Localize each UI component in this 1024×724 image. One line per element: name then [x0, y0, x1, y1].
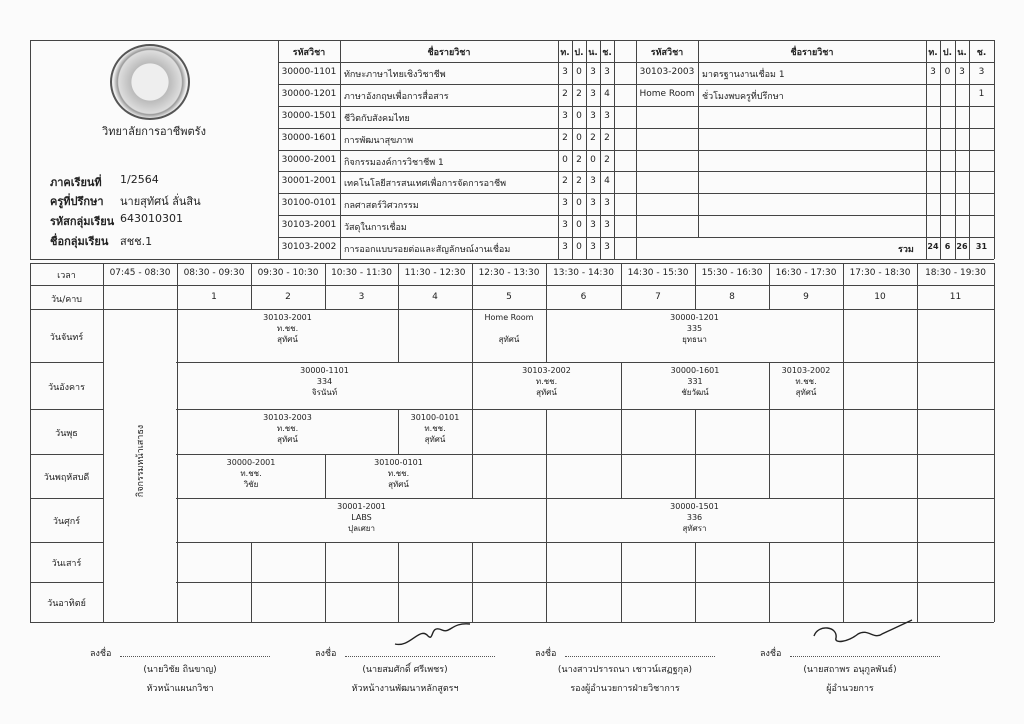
subject-col-line: [614, 40, 615, 259]
signature-scribble-2: [390, 618, 480, 652]
period-label: วัน/คาบ: [50, 295, 83, 305]
advisor-label: ครูที่ปรึกษา: [50, 195, 104, 208]
course-code: 30000-1601: [670, 366, 720, 375]
timetable-row-line: [30, 285, 994, 286]
signature-line: [565, 656, 715, 657]
room: 334: [316, 377, 333, 386]
total-p: 6: [944, 242, 951, 251]
subject-name: ภาษาอังกฤษเพื่อการสื่อสาร: [344, 92, 449, 102]
signer-name: (นางสาวปรารถนา เชาวน์เสฏฐกุล): [557, 665, 693, 675]
subject-code: 30103-2002: [281, 242, 337, 252]
subject-c: 3: [604, 198, 610, 208]
timetable-col-line: [994, 263, 995, 622]
subject-p: 0: [576, 198, 582, 208]
subject-p: 0: [576, 242, 582, 252]
time-slot: 16:30 - 17:30: [775, 268, 837, 278]
subject-p: 2: [576, 176, 582, 186]
signer-name: (นายสถาพร อนุกูลพันธ์): [803, 665, 897, 675]
course-code: 30000-1201: [670, 313, 719, 322]
time-slot: 13:30 - 14:30: [553, 268, 614, 278]
subject-n: 3: [590, 242, 596, 252]
college-seal-logo: [110, 44, 190, 120]
subject-p: 0: [576, 67, 582, 77]
time-slot: 12:30 - 13:30: [478, 268, 540, 278]
subject-name: กิจกรรมองค์การวิชาชีพ 1: [344, 158, 444, 168]
subject-n: 3: [590, 220, 596, 230]
class-block: [769, 365, 843, 398]
course-code: 30103-2001: [263, 313, 312, 322]
subject-t: 2: [562, 133, 568, 143]
subject-header-name: ชื่อรายวิชา: [790, 48, 834, 58]
subject-header-name: ชื่อรายวิชา: [427, 48, 471, 58]
subject-c: 2: [604, 155, 610, 165]
subject-header-c: ช.: [976, 48, 987, 58]
advisor-value: นายสุทัศน์ ลั่นสิน: [120, 195, 201, 208]
day-label: วันอาทิตย์: [47, 599, 86, 609]
subject-code: 30100-0101: [281, 198, 337, 208]
period-number: 3: [358, 292, 365, 302]
subject-t: 0: [562, 155, 568, 165]
course-code: 30103-2002: [522, 366, 571, 375]
group-name-value: สชช.1: [120, 235, 153, 248]
subject-c: 3: [604, 111, 610, 121]
group-code-value: 643010301: [120, 212, 183, 225]
subject-header-c: ช.: [602, 48, 612, 58]
period-number: 1: [211, 292, 217, 302]
subject-name: เทคโนโลยีสารสนเทศเพื่อการจัดการอาชีพ: [344, 179, 507, 189]
subject-n: 3: [590, 67, 596, 77]
subject-n: 3: [590, 111, 596, 121]
subject-header-code: รหัสวิชา: [292, 48, 326, 58]
subject-col-line: [698, 40, 699, 237]
subject-p: 0: [576, 111, 582, 121]
subject-n: 3: [959, 67, 965, 77]
signer-role: หัวหน้างานพัฒนาหลักสูตรฯ: [351, 684, 459, 694]
instructor: สุทัศน์: [424, 435, 446, 444]
subject-name: วัสดุในการเชื่อม: [344, 223, 407, 233]
subject-t: 3: [562, 67, 568, 77]
timetable-row-line: [30, 263, 994, 264]
subject-code: 30000-1501: [281, 111, 337, 121]
room: LABS: [351, 513, 372, 522]
subject-code: 30103-2003: [639, 67, 695, 77]
class-block: [546, 501, 843, 534]
subject-c: 1: [978, 89, 985, 99]
signature-line: [120, 656, 270, 657]
instructor: สุทัศน์: [277, 435, 298, 444]
day-label: วันจันทร์: [49, 333, 84, 343]
day-label: วันเสาร์: [51, 559, 82, 569]
time-slot: 17:30 - 18:30: [849, 268, 911, 278]
instructor: สุทัศน์: [388, 480, 409, 489]
group-code-label: รหัสกลุ่มเรียน: [50, 215, 115, 228]
subject-c: 2: [604, 133, 610, 143]
period-number: 5: [506, 292, 512, 302]
subject-code: 30000-1101: [281, 67, 337, 77]
signer-role: รองผู้อำนวยการฝ่ายวิชาการ: [570, 684, 680, 694]
subject-t: 3: [562, 198, 568, 208]
room: 335: [686, 324, 703, 333]
instructor: จิรนันท์: [311, 388, 338, 397]
subject-name: ชีวิตกับสังคมไทย: [344, 114, 410, 124]
course-code: 30000-2001: [226, 458, 276, 467]
total-n: 26: [956, 242, 968, 251]
class-block: [177, 365, 472, 398]
period-number: 9: [803, 292, 809, 302]
subject-code: 30103-2001: [281, 220, 337, 230]
room: ท.ชช.: [276, 324, 299, 333]
room: 331: [687, 377, 703, 386]
class-block: [177, 501, 546, 534]
subject-name: กลศาสตร์วิศวกรรม: [344, 201, 419, 211]
time-slot: 09:30 - 10:30: [257, 268, 319, 278]
timetable-col-line: [843, 263, 844, 622]
course-code: Home Room: [484, 313, 534, 322]
subject-p: 0: [944, 67, 951, 77]
subject-code: 30000-1201: [281, 89, 337, 99]
total-t: 24: [927, 242, 939, 251]
instructor: สุทัศน์: [795, 388, 817, 397]
subject-name: ชั่วโมงพบครูที่ปรึกษา: [702, 92, 784, 102]
room: ท.ชช.: [424, 424, 446, 433]
signature-line: [790, 656, 940, 657]
period-number: 6: [580, 292, 587, 302]
subject-n: 3: [590, 176, 596, 186]
period-number: 4: [432, 292, 438, 302]
group-name-label: ชื่อกลุ่มเรียน: [50, 235, 109, 248]
subject-header-p: ป.: [942, 48, 953, 58]
class-block: [472, 312, 546, 345]
time-label: เวลา: [57, 271, 76, 281]
subject-t: 3: [562, 111, 568, 121]
homeroom-activity-label: กิจกรรมหน้าเสาธง: [136, 424, 146, 498]
course-code: 30103-2003: [263, 413, 312, 422]
total-c: 31: [975, 242, 988, 251]
time-slot: 08:30 - 09:30: [183, 268, 245, 278]
instructor: ยุทธนา: [682, 335, 707, 344]
subject-n: 3: [590, 89, 596, 99]
subject-p: 0: [576, 133, 582, 143]
signer-name: (นายวิชัย ถินขาญ): [143, 665, 217, 675]
subject-name: การพัฒนาสุขภาพ: [344, 136, 414, 146]
subject-header-n: น.: [957, 48, 967, 58]
timetable-col-line: [917, 263, 918, 622]
subject-c: 3: [978, 67, 985, 77]
period-number: 8: [729, 292, 735, 302]
subject-p: 0: [576, 220, 582, 230]
instructor: วิชัย: [243, 480, 259, 489]
subject-code: 30001-2001: [281, 176, 337, 186]
class-block: [177, 412, 398, 445]
subject-header-t: ท.: [928, 48, 938, 58]
room: ท.ชช.: [276, 424, 299, 433]
subject-c: 4: [604, 176, 610, 186]
room: ท.ชช.: [240, 469, 262, 478]
subject-code: Home Room: [639, 89, 695, 99]
course-code: 30100-0101: [374, 458, 423, 467]
subject-p: 2: [576, 89, 582, 99]
class-block: [621, 365, 769, 398]
sign-label: ลงชื่อ: [760, 649, 782, 659]
course-code: 30100-0101: [410, 413, 460, 422]
period-number: 11: [949, 292, 962, 302]
subject-name: มาตรฐานงานเชื่อม 1: [702, 70, 785, 80]
subject-code: 30000-1601: [281, 133, 337, 143]
class-block: [472, 365, 621, 398]
subject-t: 3: [562, 220, 568, 230]
class-block: [325, 457, 472, 490]
total-label: รวม: [898, 245, 914, 255]
class-block: [177, 312, 398, 345]
course-code: 30000-1101: [300, 366, 349, 375]
course-code: 30103-2002: [781, 366, 831, 375]
right-border: [994, 40, 995, 259]
subject-c: 3: [604, 67, 610, 77]
day-label: วันพุธ: [55, 429, 78, 439]
instructor: สุทัศน์: [498, 335, 520, 344]
subject-c: 3: [604, 220, 610, 230]
instructor: ปุลเศยา: [348, 524, 375, 533]
subject-header-n: น.: [588, 48, 598, 58]
subject-name: การออกแบบรอยต่อและสัญลักษณ์งานเชื่อม: [344, 245, 511, 255]
subject-t: 2: [562, 176, 568, 186]
instructor: สุทัศน์: [277, 335, 298, 344]
class-block: [177, 457, 325, 490]
subject-n: 0: [590, 155, 596, 165]
room: [508, 323, 511, 334]
signer-role: ผู้อำนวยการ: [826, 684, 874, 694]
period-number: 2: [285, 292, 291, 302]
subject-t: 2: [562, 89, 568, 99]
left-border: [30, 40, 31, 259]
sign-label: ลงชื่อ: [90, 649, 112, 659]
day-label: วันศุกร์: [52, 517, 81, 527]
instructor: สุทัศน์: [536, 388, 557, 397]
subject-header-p: ป.: [574, 48, 584, 58]
subject-n: 2: [590, 133, 596, 143]
signature-line: [345, 656, 495, 657]
signature-scribble-4: [808, 612, 918, 652]
time-slot: 11:30 - 12:30: [404, 268, 466, 278]
course-code: 30001-2001: [337, 502, 386, 511]
term-value: 1/2564: [120, 173, 159, 186]
subject-p: 2: [576, 155, 582, 165]
room: ท.ชช.: [387, 469, 410, 478]
time-slot: 14:30 - 15:30: [627, 268, 689, 278]
signer-name: (นายสมศักดิ์ ศรีเพชร): [362, 665, 448, 675]
subject-col-line: [340, 40, 341, 259]
day-label: วันอังคาร: [48, 383, 85, 393]
time-slot: 15:30 - 16:30: [701, 268, 763, 278]
time-slot: 18:30 - 19:30: [925, 268, 986, 278]
time-slot: 07:45 - 08:30: [109, 268, 171, 278]
instructor: ชัยวัฒน์: [681, 388, 709, 397]
subject-code: 30000-2001: [281, 155, 337, 165]
class-block: [546, 312, 843, 345]
sign-label: ลงชื่อ: [535, 649, 557, 659]
period-number: 10: [874, 292, 886, 302]
time-slot: 10:30 - 11:30: [331, 268, 392, 278]
subject-header-t: ท.: [560, 48, 570, 58]
class-block: [398, 412, 472, 445]
course-code: 30000-1501: [670, 502, 719, 511]
day-label: วันพฤหัสบดี: [43, 473, 90, 483]
subject-n: 3: [590, 198, 596, 208]
sign-label: ลงชื่อ: [315, 649, 337, 659]
subject-t: 3: [562, 242, 568, 252]
period-number: 7: [655, 292, 661, 302]
subject-row-line: [278, 259, 994, 260]
school-name: วิทยาลัยการอาชีพตรัง: [102, 125, 206, 138]
room: ท.ชช.: [795, 377, 817, 386]
subject-t: 3: [930, 67, 936, 77]
instructor: สุทัศรา: [682, 524, 707, 533]
subject-header-code: รหัสวิชา: [650, 48, 684, 58]
subject-c: 4: [604, 89, 610, 99]
subject-name: ทักษะภาษาไทยเชิงวิชาชีพ: [344, 70, 446, 80]
subject-c: 3: [604, 242, 610, 252]
term-label: ภาคเรียนที่: [50, 176, 102, 189]
signer-role: หัวหน้าแผนกวิชา: [146, 684, 214, 694]
room: ท.ชช.: [535, 377, 558, 386]
room: 336: [686, 513, 703, 522]
